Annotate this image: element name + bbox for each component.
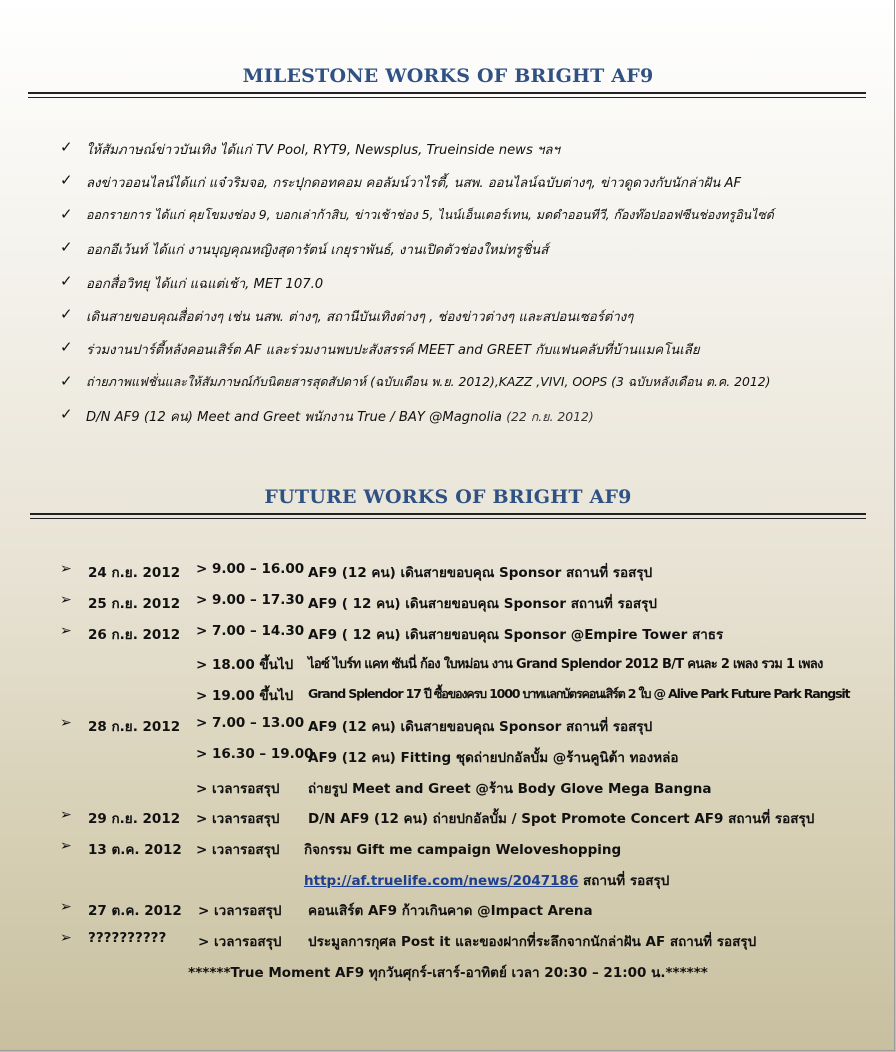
schedule-date: 25 ก.ย. 2012 — [88, 596, 181, 612]
schedule-row — [0, 715, 896, 739]
schedule-desc: AF9 ( 12 คน) เดินสายขอบคุณ Sponsor @Empire Tower สาธร — [308, 627, 724, 643]
milestone-text: เดินสายขอบคุณสื่อต่างๆ เช่น นสพ. ต่างๆ, สถานีบันเทิงต่างๆ , ช่องข่าวต่างๆ และสปอนเซอร์ต่างๆ — [86, 309, 634, 325]
check-icon: ✓ — [60, 204, 73, 223]
schedule-location: สถานที่ รอสรุป — [583, 873, 670, 889]
schedule-desc: ถ่ายรูป Meet and Greet @ร้าน Body Glove Mega Bangna — [308, 781, 712, 797]
check-icon: ✓ — [60, 338, 73, 357]
schedule-time: > 18.00 ขึ้นไป — [196, 657, 294, 673]
schedule-row — [0, 684, 896, 708]
milestone-item — [60, 405, 880, 438]
schedule-row — [0, 653, 896, 677]
arrow-bullet-icon: ➢ — [60, 838, 72, 854]
arrow-bullet-icon: ➢ — [60, 561, 72, 577]
schedule-row — [0, 899, 896, 923]
milestone-text: ให้สัมภาษณ์ข่าวบันเทิง ได้แก่ TV Pool, RYT9, Newsplus, Trueinside news ฯลฯ — [86, 143, 560, 158]
schedule-date: ?????????? — [88, 930, 167, 946]
milestone-rule-bottom — [28, 97, 866, 98]
milestone-item — [60, 338, 880, 371]
schedule-time: > เวลารอสรุป — [196, 811, 280, 827]
schedule-time: > 9.00 – 17.30 — [196, 592, 305, 608]
schedule-row — [0, 930, 896, 954]
arrow-bullet-icon: ➢ — [60, 899, 72, 915]
check-icon: ✓ — [60, 304, 73, 323]
schedule-row — [0, 592, 896, 616]
schedule-row — [0, 869, 896, 893]
arrow-bullet-icon: ➢ — [60, 623, 72, 639]
check-icon: ✓ — [60, 271, 73, 290]
arrow-bullet-icon: ➢ — [60, 592, 72, 608]
milestone-text: ร่วมงานปาร์ตี้หลังคอนเสิร์ต AF และร่วมงานพบปะสังสรรค์ MEET and GREET กับแฟนคลับที่บ้านแมคโนเลีย — [86, 343, 700, 359]
schedule-time: > เวลารอสรุป — [196, 842, 280, 858]
schedule-time: > 19.00 ขึ้นไป — [196, 688, 294, 704]
milestone-item — [60, 272, 880, 305]
schedule-desc: Grand Splendor 17 ปี ซื้อของครบ 1000 บาทแลกบัตรคอนเสิร์ต 2 ใบ @ Alive Park Future Park Rangsit — [308, 686, 850, 701]
milestone-list — [60, 138, 880, 439]
future-rule-top — [30, 513, 866, 515]
news-link[interactable]: http://af.truelife.com/news/2047186 — [304, 873, 579, 889]
future-rule-bottom — [30, 518, 866, 519]
check-icon: ✓ — [60, 238, 73, 257]
schedule-time: > 7.00 – 13.00 — [196, 715, 305, 731]
arrow-bullet-icon: ➢ — [60, 715, 72, 731]
milestone-item — [60, 205, 880, 238]
schedule-date: 24 ก.ย. 2012 — [88, 565, 181, 581]
schedule-desc: D/N AF9 (12 คน) ถ่ายปกอัลบั้ม / Spot Promote Concert AF9 สถานที่ รอสรุป — [308, 811, 815, 827]
schedule-desc: AF9 (12 คน) Fitting ชุดถ่ายปกอัลบั้ม @ร้านคูนิต้า ทองหล่อ — [308, 750, 679, 766]
milestone-event-text: D/N AF9 (12 คน) Meet and Greet พนักงาน True / BAY @Magnolia — [86, 410, 502, 426]
milestone-item — [60, 238, 880, 271]
schedule-time: > 9.00 – 16.00 — [196, 561, 305, 577]
milestone-item — [60, 372, 880, 405]
footer-note: ******True Moment AF9 ทุกวันศุกร์-เสาร์-อาทิตย์ เวลา 20:30 – 21:00 น.****** — [188, 965, 708, 981]
check-icon: ✓ — [60, 405, 73, 424]
arrow-bullet-icon: ➢ — [60, 807, 72, 823]
check-icon: ✓ — [60, 371, 73, 390]
schedule-time: > 7.00 – 14.30 — [196, 623, 305, 639]
milestone-text: ออกรายการ ได้แก่ คุยโขมงช่อง 9, บอกเล่าก้าสิบ, ข่าวเช้าช่อง 5, ไนน์เอ็นเตอร์เทน, มดดำออนทีวี, ก๊องท๊อปออฟซีนช่องทรูอินไซด์ — [86, 206, 774, 222]
schedule-date: 28 ก.ย. 2012 — [88, 719, 181, 735]
milestone-heading: MILESTONE WORKS OF BRIGHT AF9 — [242, 65, 654, 87]
milestone-text: ออกอีเว้นท์ ได้แก่ งานบุญคุณหญิงสุดารัตน์ เกยุราพันธ์, งานเปิดตัวช่องใหม่ทรูชิ่นส์ — [86, 243, 549, 259]
check-icon: ✓ — [60, 138, 73, 156]
schedule-row — [0, 838, 896, 862]
milestone-text: ถ่ายภาพแฟชั่นและให้สัมภาษณ์กับนิตยสารสุดสัปดาห์ (ฉบับเดือน พ.ย. 2012),KAZZ ,VIVI, OOPS (3 ฉบับหลังเดือน ต.ค. 2012) — [86, 373, 771, 389]
schedule-row — [0, 746, 896, 770]
schedule-date: 29 ก.ย. 2012 — [88, 811, 181, 827]
check-icon: ✓ — [60, 171, 73, 190]
milestone-text: ลงข่าวออนไลน์ได้แก่ แจ๋วริมจอ, กระปุกดอทคอม คอลัมน์วาไรตี้, นสพ. ออนไลน์ฉบับต่างๆ, ข่าวดูดวงกับนักล่าฝัน AF — [86, 176, 742, 192]
schedule-desc: AF9 ( 12 คน) เดินสายขอบคุณ Sponsor สถานที่ รอสรุป — [308, 596, 657, 612]
schedule-time: > เวลารอสรุป — [198, 903, 282, 919]
schedule-desc: ไอซ์ ไบร์ท แคท ซันนี่ ก้อง ใบหม่อน งาน Grand Splendor 2012 B/T คนละ 2 เพลง รวม 1 เพลง — [308, 657, 823, 672]
schedule-desc: คอนเสิร์ต AF9 ก้าวเกินคาด @Impact Arena — [308, 903, 593, 919]
schedule-desc: AF9 (12 คน) เดินสายขอบคุณ Sponsor สถานที่ รอสรุป — [308, 719, 653, 735]
schedule-desc — [304, 869, 669, 891]
schedule-desc: กิจกรรม Gift me campaign Weloveshopping — [304, 842, 622, 858]
milestone-event-date: (22 ก.ย. 2012) — [506, 409, 594, 425]
schedule-date: 26 ก.ย. 2012 — [88, 627, 181, 643]
milestone-item — [60, 138, 880, 171]
milestone-item — [60, 305, 880, 338]
schedule-row — [0, 561, 896, 585]
schedule-desc: AF9 (12 คน) เดินสายขอบคุณ Sponsor สถานที่ รอสรุป — [308, 565, 653, 581]
schedule-time: > เวลารอสรุป — [198, 934, 282, 950]
schedule-row — [0, 807, 896, 831]
schedule-desc: ประมูลการกุศล Post it และของฝากที่ระลึกจากนักล่าฝัน AF สถานที่ รอสรุป — [308, 934, 757, 950]
arrow-bullet-icon: ➢ — [60, 930, 72, 946]
milestone-rule-top — [28, 92, 866, 94]
milestone-text — [86, 406, 594, 427]
schedule-time: > 16.30 – 19.00 — [196, 746, 314, 762]
milestone-item — [60, 171, 880, 204]
schedule-date: 27 ต.ค. 2012 — [88, 903, 182, 919]
future-heading: FUTURE WORKS OF BRIGHT AF9 — [264, 486, 632, 508]
schedule-date: 13 ต.ค. 2012 — [88, 842, 182, 858]
schedule-row — [0, 777, 896, 801]
milestone-text: ออกสื่อวิทยุ ได้แก่ แฉแต่เช้า, MET 107.0 — [86, 276, 324, 292]
schedule-time: > เวลารอสรุป — [196, 781, 280, 797]
schedule-row — [0, 623, 896, 647]
